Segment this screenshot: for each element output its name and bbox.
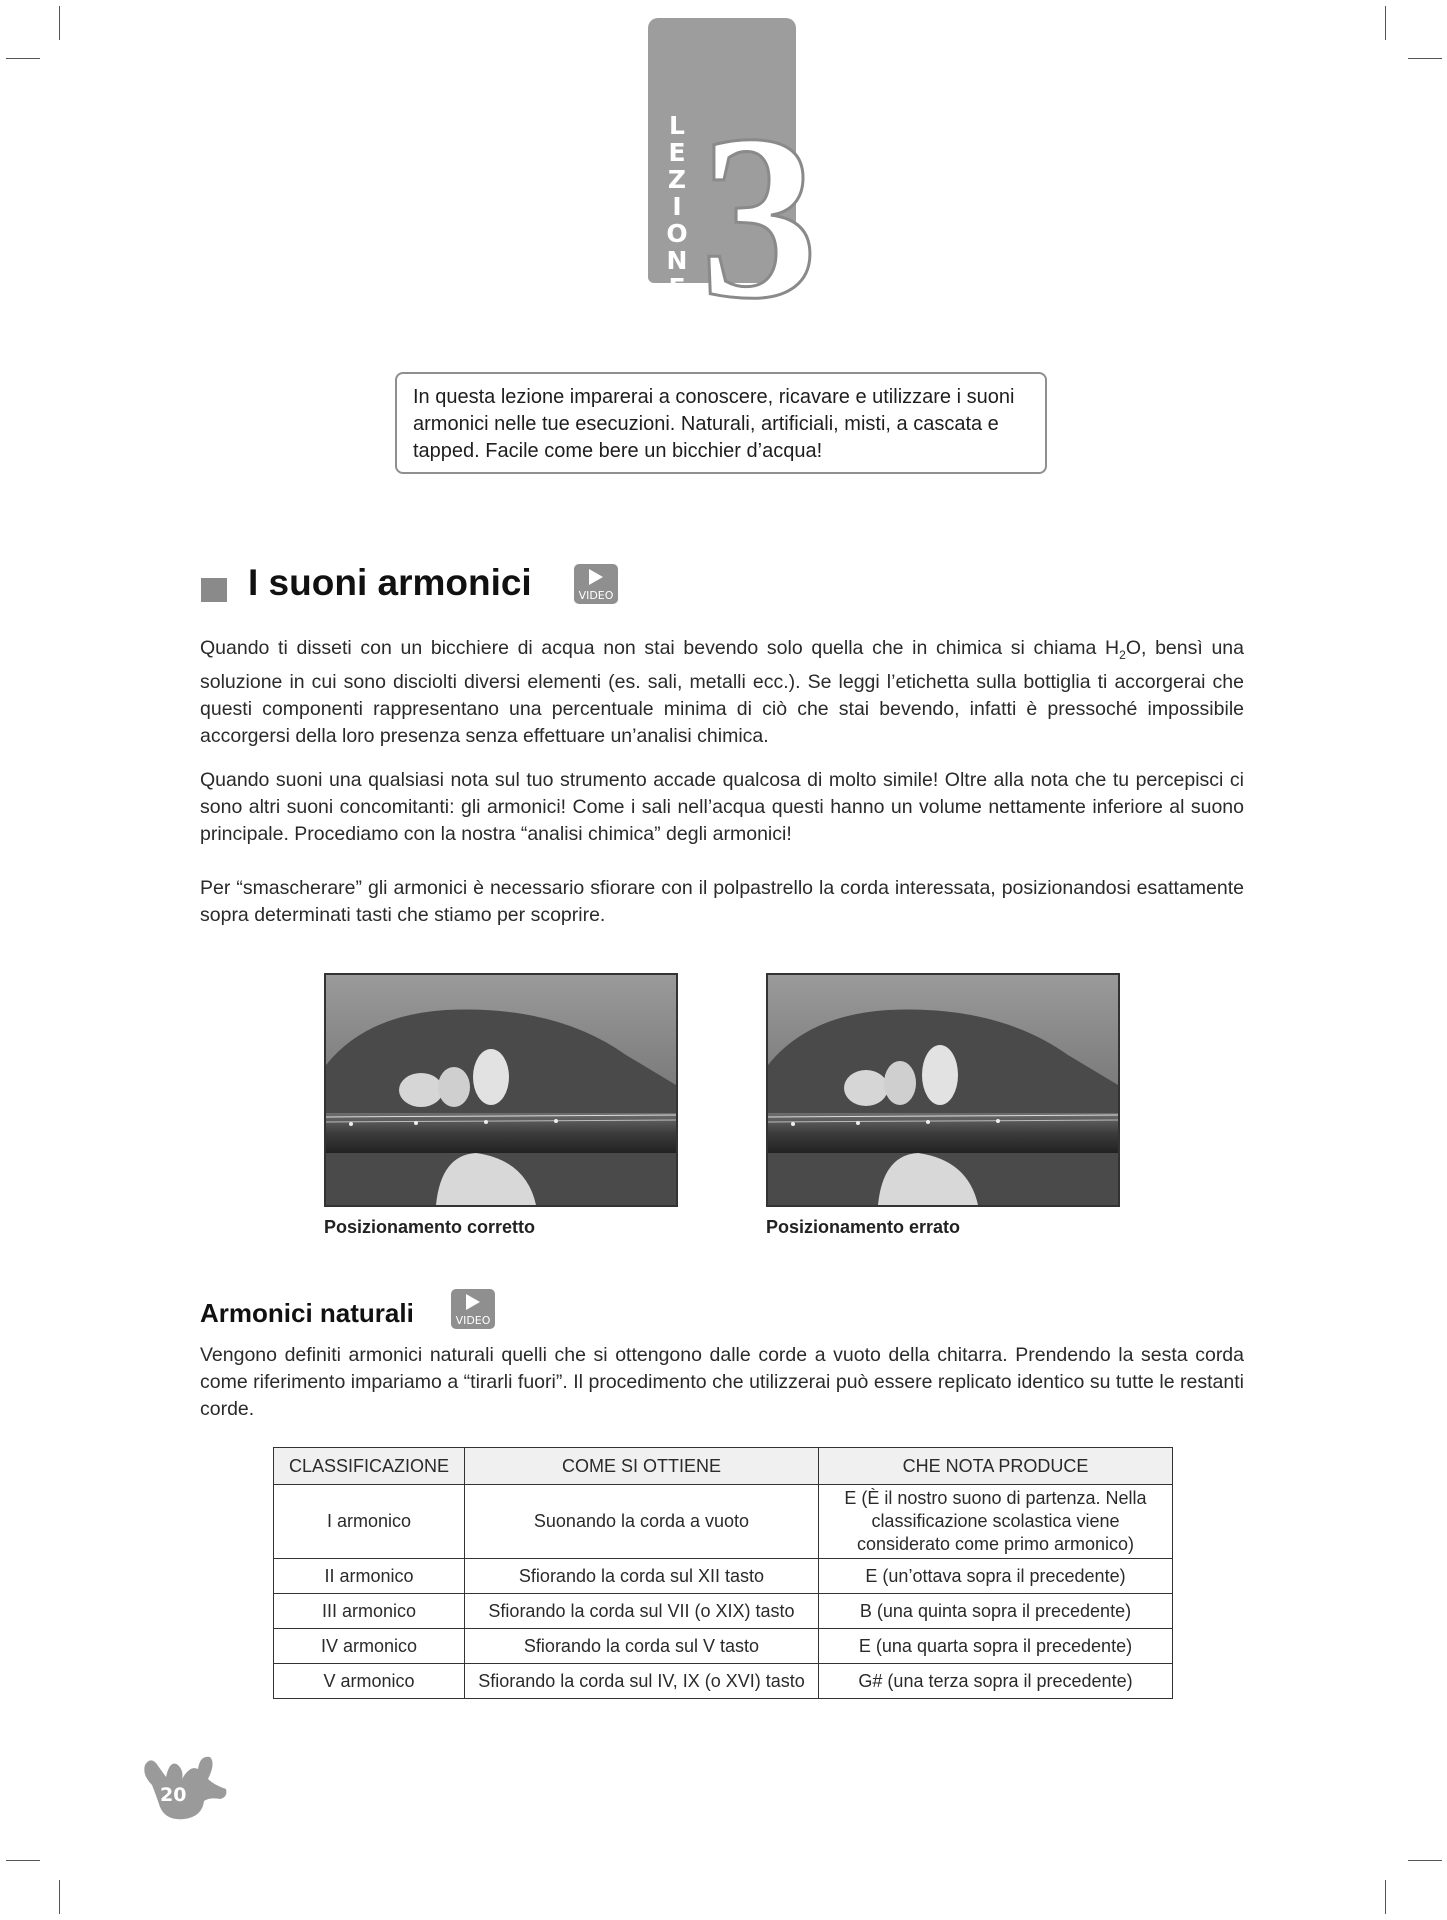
lesson-letter: E bbox=[668, 138, 686, 167]
table-cell: B (una quinta sopra il precedente) bbox=[819, 1594, 1173, 1629]
paragraph: Per “smascherare” gli armonici è necessario sfiorare con il polpastrello la corda interessata, posizionandosi esattamente sopra determinati tasti che stiamo per scoprire. bbox=[200, 877, 1244, 926]
crop-mark bbox=[6, 58, 40, 59]
lesson-letter: N bbox=[666, 246, 688, 275]
paragraph: Quando suoni una qualsiasi nota sul tuo strumento accade qualcosa di molto simile! Oltre alla nota che tu percepisci ci sono altri suoni concomitanti: gli armonici! Come i sali nell’acqua questi hanno un volume nettamente inferiore al suono principale. Procediamo con la nostra “analisi chimica” degli armonici! bbox=[200, 769, 1244, 845]
section-marker bbox=[201, 578, 227, 602]
table-cell: II armonico bbox=[274, 1559, 465, 1594]
table-row bbox=[274, 1559, 1173, 1594]
table-cell: I armonico bbox=[274, 1485, 465, 1559]
paragraph-text: O, bensì una soluzione in cui sono disciolti diversi elementi (es. sali, metalli ecc.). Se leggi l’etichetta sulla bottiglia ti accorgerai che questi componenti rappresentano una percentuale minima di ciò che stai bevendo, infatti è pressoché impossibile accorgersi della loro presenza senza effettuare un’analisi chimica. bbox=[200, 637, 1244, 747]
harmonics-table bbox=[273, 1447, 1173, 1699]
lesson-letter: I bbox=[672, 192, 682, 221]
table-cell: Sfiorando la corda sul XII tasto bbox=[465, 1559, 819, 1594]
lesson-letter: E bbox=[668, 273, 686, 302]
table-cell: Sfiorando la corda sul IV, IX (o XVI) tasto bbox=[465, 1664, 819, 1699]
paragraph-text: Quando ti disseti con un bicchiere di acqua non stai bevendo solo quella che in chimica si chiama H bbox=[200, 637, 1120, 659]
intro-line: tapped. Facile come bere un bicchier d’acqua! bbox=[413, 440, 823, 462]
video-icon[interactable] bbox=[451, 1289, 495, 1329]
table-cell: E (un’ottava sopra il precedente) bbox=[819, 1559, 1173, 1594]
play-icon bbox=[589, 569, 603, 585]
subscript: 2 bbox=[1119, 647, 1126, 662]
page-number: 20 bbox=[160, 1784, 187, 1806]
table-cell: V armonico bbox=[274, 1664, 465, 1699]
crop-mark bbox=[1408, 1860, 1442, 1861]
subsection-title: Armonici naturali bbox=[200, 1298, 414, 1328]
crop-mark bbox=[1385, 6, 1386, 40]
crop-mark bbox=[6, 1860, 40, 1861]
photo-correct-position bbox=[324, 973, 678, 1207]
photo-caption: Posizionamento errato bbox=[766, 1217, 961, 1237]
column-header: COME SI OTTIENE bbox=[465, 1448, 819, 1485]
table-cell: Suonando la corda a vuoto bbox=[465, 1485, 819, 1559]
crop-mark bbox=[1385, 1880, 1386, 1914]
intro-box bbox=[395, 372, 1047, 474]
lesson-letter: L bbox=[669, 111, 685, 140]
column-header: CLASSIFICAZIONE bbox=[274, 1448, 465, 1485]
paragraph: Vengono definiti armonici naturali quelli che si ottengono dalle corde a vuoto della chitarra. Prendendo la sesta corda come riferimento impariamo a “tirarli fuori”. Il procedimento che utilizzerai può essere replicato identico su tutte le restanti corde. bbox=[200, 1344, 1244, 1420]
video-label: VIDEO bbox=[578, 589, 614, 602]
table-cell: IV armonico bbox=[274, 1629, 465, 1664]
table-cell: E (una quarta sopra il precedente) bbox=[819, 1629, 1173, 1664]
table-cell: G# (una terza sopra il precedente) bbox=[819, 1664, 1173, 1699]
intro-line: armonici nelle tue esecuzioni. Naturali, artificiali, misti, a cascata e bbox=[413, 413, 999, 435]
video-label: VIDEO bbox=[455, 1314, 491, 1327]
column-header: CHE NOTA PRODUCE bbox=[819, 1448, 1173, 1485]
photo-wrong-position bbox=[766, 973, 1120, 1207]
lesson-word bbox=[662, 112, 692, 301]
video-icon[interactable] bbox=[574, 564, 618, 604]
photo-caption: Posizionamento corretto bbox=[324, 1217, 536, 1237]
table-header-row bbox=[274, 1448, 1173, 1485]
table-row bbox=[274, 1629, 1173, 1664]
lesson-letter: O bbox=[666, 219, 688, 248]
lesson-number: 3 bbox=[700, 87, 818, 348]
intro-line: In questa lezione imparerai a conoscere, ricavare e utilizzare i suoni bbox=[413, 386, 1015, 408]
play-icon bbox=[466, 1294, 480, 1310]
table-cell: Sfiorando la corda sul VII (o XIX) tasto bbox=[465, 1594, 819, 1629]
table-cell: E (È il nostro suono di partenza. Nella classificazione scolastica viene considerato come primo armonico) bbox=[819, 1485, 1173, 1559]
lesson-letter: Z bbox=[667, 165, 687, 194]
table-row bbox=[274, 1485, 1173, 1559]
paragraph bbox=[200, 635, 1244, 750]
table-cell: Sfiorando la corda sul V tasto bbox=[465, 1629, 819, 1664]
crop-mark bbox=[1408, 58, 1442, 59]
crop-mark bbox=[59, 6, 60, 40]
table-row bbox=[274, 1664, 1173, 1699]
table-row bbox=[274, 1594, 1173, 1629]
section-title: I suoni armonici bbox=[248, 562, 532, 603]
crop-mark bbox=[59, 1880, 60, 1914]
table-cell: III armonico bbox=[274, 1594, 465, 1629]
